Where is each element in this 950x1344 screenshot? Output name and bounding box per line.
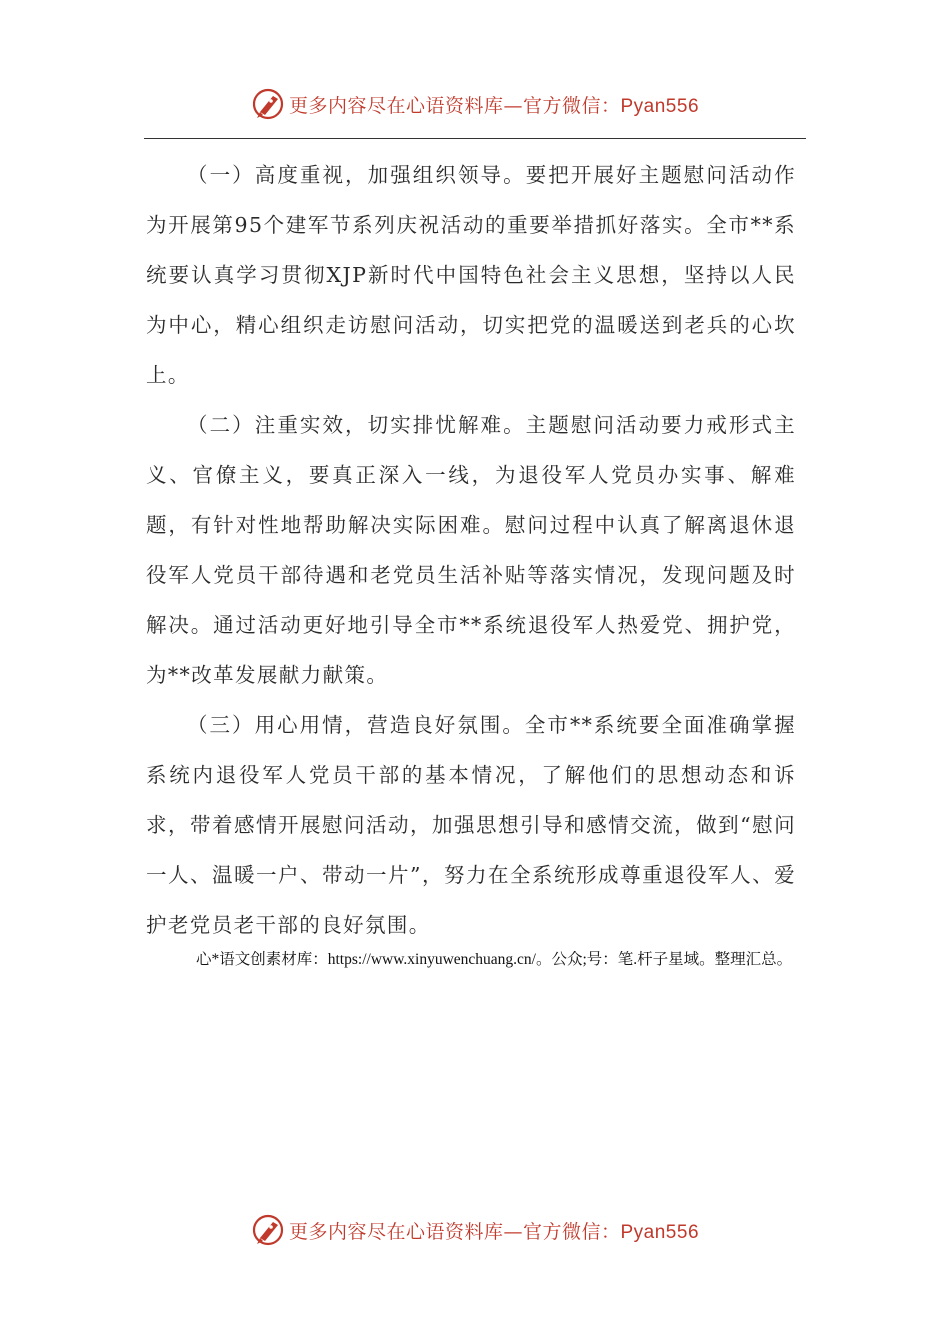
source-note: 心*语文创素材库：https://www.xinyuwenchuang.cn/。公众;号：笔.杆子星域。整理汇总。 <box>196 951 793 968</box>
footer-banner-text: 更多内容尽在心语资料库—官方微信： <box>288 1220 621 1243</box>
pen-nib-logo-icon <box>251 1213 285 1247</box>
footer-wechat-id: Pyan556 <box>620 1221 700 1243</box>
paragraph-2: （二）注重实效，切实排忧解难。主题慰问活动要力戒形式主义、官僚主义，要真正深入一线，为退役军人党员办实事、解难题，有针对性地帮助解决实际困难。慰问过程中认真了解离退休退役军人党员干部待遇和老党员生活补贴等落实情况，发现问题及时解决。通过活动更好地引导全市**系统退役军人热爱党、拥护党，为**改革发展献力献策。 <box>146 413 796 687</box>
pen-nib-logo-icon <box>251 87 285 121</box>
paragraph-3: （三）用心用情，营造良好氛围。全市**系统要全面准确掌握系统内退役军人党员干部的基本情况，了解他们的思想动态和诉求，带着感情开展慰问活动，加强思想引导和感情交流，做到“慰问一人、温暖一户、带动一片”，努力在全系统形成尊重退役军人、爱护老党员老干部的良好氛围。 <box>146 713 796 937</box>
header-wechat-id: Pyan556 <box>620 95 700 117</box>
header-banner <box>0 84 950 124</box>
paragraph-1: （一）高度重视，加强组织领导。要把开展好主题慰问活动作为开展第95个建军节系列庆祝活动的重要举措抓好落实。全市**系统要认真学习贯彻XJP新时代中国特色社会主义思想，坚持以人民为中心，精心组织走访慰问活动，切实把党的温暖送到老兵的心坎上。 <box>146 163 796 387</box>
header-divider <box>144 138 806 139</box>
document-body <box>146 150 796 950</box>
header-banner-text: 更多内容尽在心语资料库—官方微信： <box>288 94 621 117</box>
footer-banner <box>0 1210 950 1250</box>
